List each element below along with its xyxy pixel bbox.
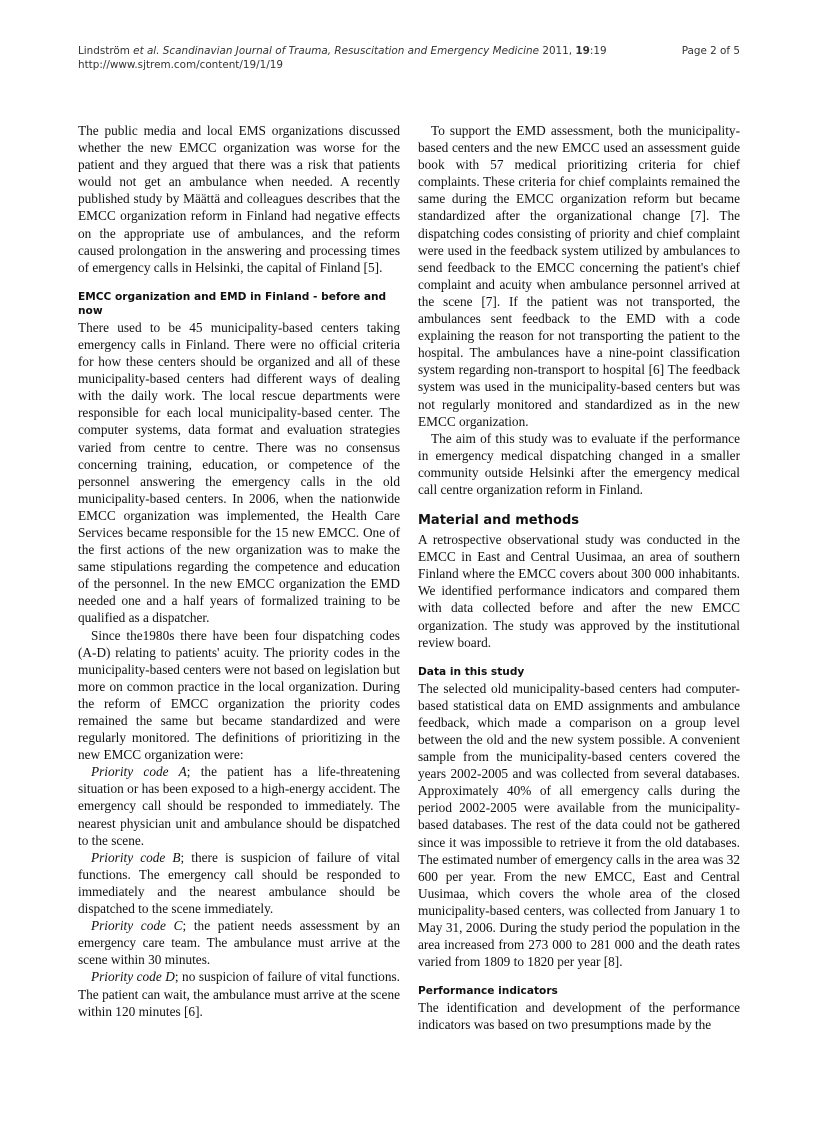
priority-code-b [78,849,400,917]
header-authors: Lindström [78,45,134,57]
priority-code-d-text: ; no suspicion of failure of vital functions. The patient can wait, the ambulance must arrive at the scene within 120 minutes [6]. [78,969,400,1019]
subsection-heading-emcc: EMCC organization and EMD in Finland - before and now [78,290,387,317]
subsection-heading-data: Data in this study [418,665,525,678]
header-year: 2011, [539,45,576,57]
priority-code-a-text: ; the patient has a life-threatening situation or has been exposed to a high-energy accident. The emergency call should be responded to immediately. The nearest physician unit and ambulance should be dispatched to the scene. [78,764,400,848]
paragraph: The aim of this study was to evaluate if the performance in emergency medical dispatching changed in a smaller community outside Helsinki after the emergency medical call centre organization reform in Finland. [418,430,740,497]
paragraph: The identification and development of the performance indicators was based on two presumptions made by the [418,1000,740,1033]
header-journal: Scandinavian Journal of Trauma, Resuscitation and Emergency Medicine [159,45,540,57]
paragraph: There used to be 45 municipality-based centers taking emergency calls in Finland. There were no official criteria for how these centers should be organized and all of these municipality-based centers had different ways of dealing with the daily work. The local rescue departments were responsible for each local municipality-based center. The computer systems, data format and evaluation strategies varied from centre to centre. There was no consensus concerning training, education, or competence of the personnel answering the emergency calls in the old municipality-based centers. In 2006, when the nationwide EMCC organization was implemented, the Health Care Services became responsible for the 15 new EMCC. One of the first actions of the new organization was to make the same stipulations regarding the competence and education of the personnel. In the new EMCC organization the EMD needed one and a half years of formalized training to be qualified as a dispatcher. [78,319,400,626]
priority-code-b-text: ; there is suspicion of failure of vital functions. The emergency call should be responded to immediately and the nearest ambulance should be dispatched to the scene immediately. [78,849,400,917]
priority-code-a [78,763,400,848]
paragraph: A retrospective observational study was conducted in the EMCC in East and Central Uusimaa, an area of southern Finland where the EMCC covers about 300 000 inhabitants. We identified performance indicators and compared them with data collected before and after the new EMCC organization. The study was approved by the institutional review board. [418,532,740,650]
page-header [78,44,740,72]
running-title [78,44,740,58]
priority-code-b-label: Priority code B [91,849,181,865]
header-etal: et al. [133,45,160,57]
header-volume: 19 [575,45,590,57]
article-url[interactable]: http://www.sjtrem.com/content/19/1/19 [78,59,283,71]
left-column [78,122,400,1020]
priority-code-a-label: Priority code A [91,764,187,780]
subsection-heading-performance: Performance indicators [418,985,558,998]
page-number: Page 2 of 5 [681,45,740,57]
paragraph: The selected old municipality-based centers had computer-based statistical data on EMD assignments and ambulance feedback, which made a comparison on a group level between the old and the new system possible. A convenient sample from the municipality-based centers covered the years 2002-2005 and was collected from several databases. Approximately 40% of all emergency calls during the period 2002-2005 were available from the municipality-based databases. The rest of the data could not be gathered since it was impossible to retrieve it from the old databases. The estimated number of emergency calls in the area was 32 600 per year. From the new EMCC, East and Central Uusimaa, which covers the whole area of the closed municipality-based centers, was collected from January 1 to May 31, 2006. During the study period the population in the area increased from 273 000 to 281 000 and the death rates varied from 1809 to 1820 per year [8]. [418,680,740,970]
priority-code-d-label: Priority code D [91,969,175,985]
paragraph: The public media and local EMS organizations discussed whether the new EMCC organization was worse for the patient and they argued that there was a risk that patients would not get an ambulance when needed. A recently published study by Määttä and colleagues describes that the EMCC organization reform in Finland had negative effects on the appropriate use of ambulances, and the reform caused prolongation in the answering and processing times of emergency calls in Helsinki, the capital of Finland [5]. [78,123,400,275]
section-heading-methods: Material and methods [418,513,580,529]
paragraph: Since the1980s there have been four dispatching codes (A-D) relating to patients' acuity. The priority codes in the municipality-based centers were not based on legislation but more on common practice in the local organization. During the reform of EMCC organization the priority codes remained the same but became standardized and were regularly monitored. The definitions of prioritizing in the new EMCC organization were: [78,627,400,763]
priority-code-d [78,968,400,1019]
priority-code-c-text: ; the patient needs assessment by an emergency care team. The ambulance must arrive at the scene within 30 minutes. [78,918,400,968]
right-column [418,122,740,1034]
priority-code-c-label: Priority code C [91,918,183,934]
paragraph: To support the EMD assessment, both the municipality-based centers and the new EMCC used an assessment guide book with 57 medical prioritizing criteria for chief complaints. These criteria for chief complaints remained the same during the EMCC organization reform but became standardized after the organizational change [7]. The dispatching codes consisting of priority and chief complaint were used in the feedback system utilized by ambulances to send feedback to the EMCC concerning the patient's chief complaint and acuity when ambulance personnel arrived at the scene [7]. If the patient was not transported, the ambulances sent feedback to the EMD with a code explaining the reason for not transporting the patient to the hospital. The ambulances have a nine-point classification system regarding non-transport to hospital [6] The feedback system was used in the municipality-based centers but was not regularly monitored and standardized as in the new EMCC organization. [418,123,740,429]
header-issue: :19 [589,45,607,57]
priority-code-c [78,917,400,968]
